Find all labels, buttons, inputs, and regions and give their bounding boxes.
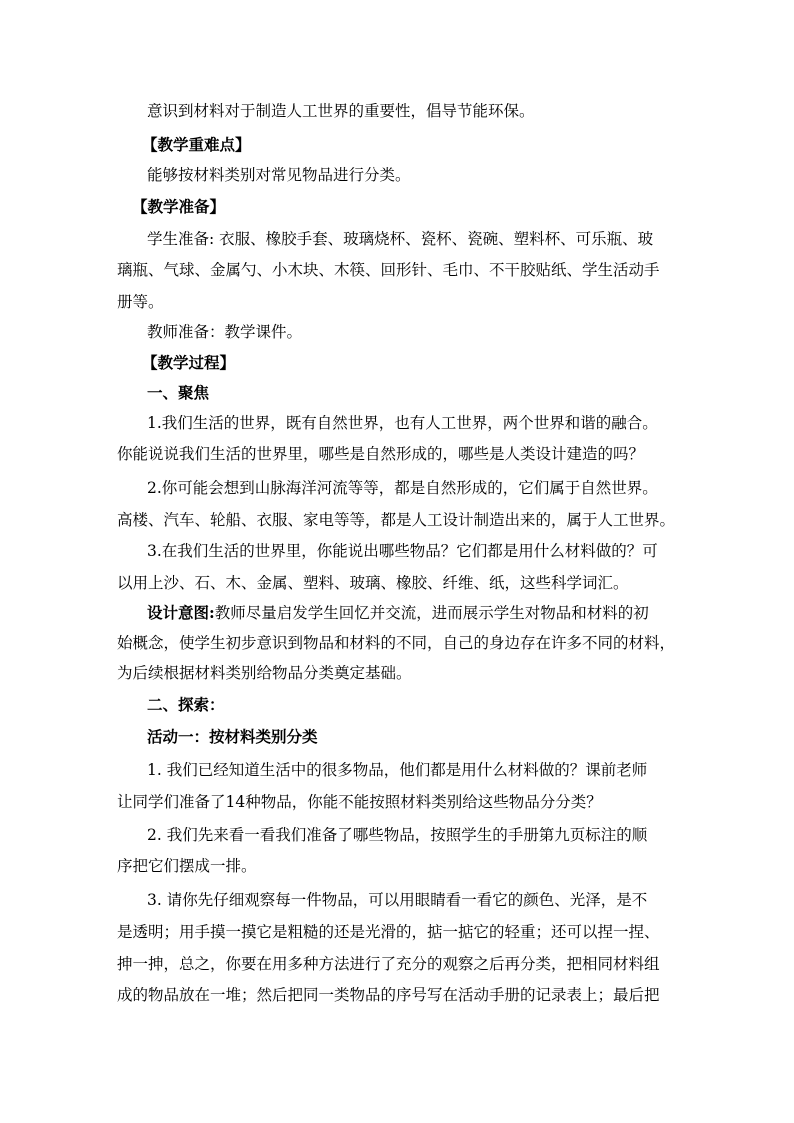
process-heading: 【教学过程】 [142,353,236,372]
activity1-title: 活动一：按材料类别分类 [147,727,318,746]
design-intent-line: 始概念，使学生初步意识到物品和材料的不同，自己的身边存在许多不同的材料， [117,634,676,652]
difficulty-text: 能够按材料类别对常见物品进行分类。 [147,166,411,184]
section1-paragraph-line: 你能说说我们生活的世界里，哪些是自然形成的，哪些是人类设计建造的吗？ [117,445,645,463]
design-intent-label: 设计意图: [147,603,215,622]
activity1-paragraph-line: 3. 请你先仔细观察每一件物品，可以用眼睛看一看它的颜色、光泽，是不 [147,891,648,909]
design-intent-text: 教师尽量启发学生回忆并交流，进而展示学生对物品和材料的初 [214,604,649,622]
student-prep-line: 璃瓶、气球、金属勺、小木块、木筷、回形针、毛巾、不干胶贴纸、学生活动手 [117,261,660,279]
design-intent-line: 为后续根据材料类别给物品分类奠定基础。 [117,664,412,682]
intro-line: 意识到材料对于制造人工世界的重要性，倡导节能环保。 [147,102,535,120]
section1-paragraph-line: 以用上沙、石、木、金属、塑料、玻璃、橡胶、纤维、纸，这些科学词汇。 [117,574,629,592]
section1-title: 一、聚焦 [147,383,210,402]
activity1-paragraph-line: 序把它们摆成一排。 [117,857,257,875]
difficulty-heading: 【教学重难点】 [142,135,251,154]
prep-heading: 【教学准备】 [132,197,226,216]
section2-title: 二、探索： [147,695,225,714]
activity1-paragraph-line: 2. 我们先来看一看我们准备了哪些物品，按照学生的手册第九页标注的顺 [147,826,648,844]
section1-paragraph-line: 2.你可能会想到山脉海洋河流等等，都是自然形成的，它们属于自然世界。 [147,479,658,497]
section1-paragraph-line: 高楼、汽车、轮船、衣服、家电等等，都是人工设计制造出来的，属于人工世界。 [117,511,676,529]
student-prep-line: 册等。 [117,293,164,311]
section1-paragraph-line: 1.我们生活的世界，既有自然世界，也有人工世界，两个世界和谐的融合。 [147,414,658,432]
activity1-paragraph-line: 成的物品放在一堆；然后把同一类物品的序号写在活动手册的记录表上；最后把 [117,986,660,1004]
design-intent-line [147,603,649,623]
activity1-paragraph-line: 抻一抻，总之，你要在用多种方法进行了充分的观察之后再分类，把相同材料组 [117,955,660,973]
activity1-paragraph-line: 1. 我们已经知道生活中的很多物品，他们都是用什么材料做的？课前老师 [147,761,648,779]
section1-paragraph-line: 3.在我们生活的世界里，你能说出哪些物品？它们都是用什么材料做的？可 [147,542,658,560]
student-prep-line: 学生准备: 衣服、橡胶手套、玻璃烧杯、瓷杯、瓷碗、塑料杯、可乐瓶、玻 [147,230,654,248]
activity1-paragraph-line: 是透明；用手摸一摸它是粗糙的还是光滑的，掂一掂它的轻重；还可以捏一捏、 [117,923,660,941]
activity1-paragraph-line: 让同学们准备了14种物品，你能不能按照材料类别给这些物品分分类？ [117,793,602,811]
teacher-prep: 教师准备：教学课件。 [147,323,303,341]
